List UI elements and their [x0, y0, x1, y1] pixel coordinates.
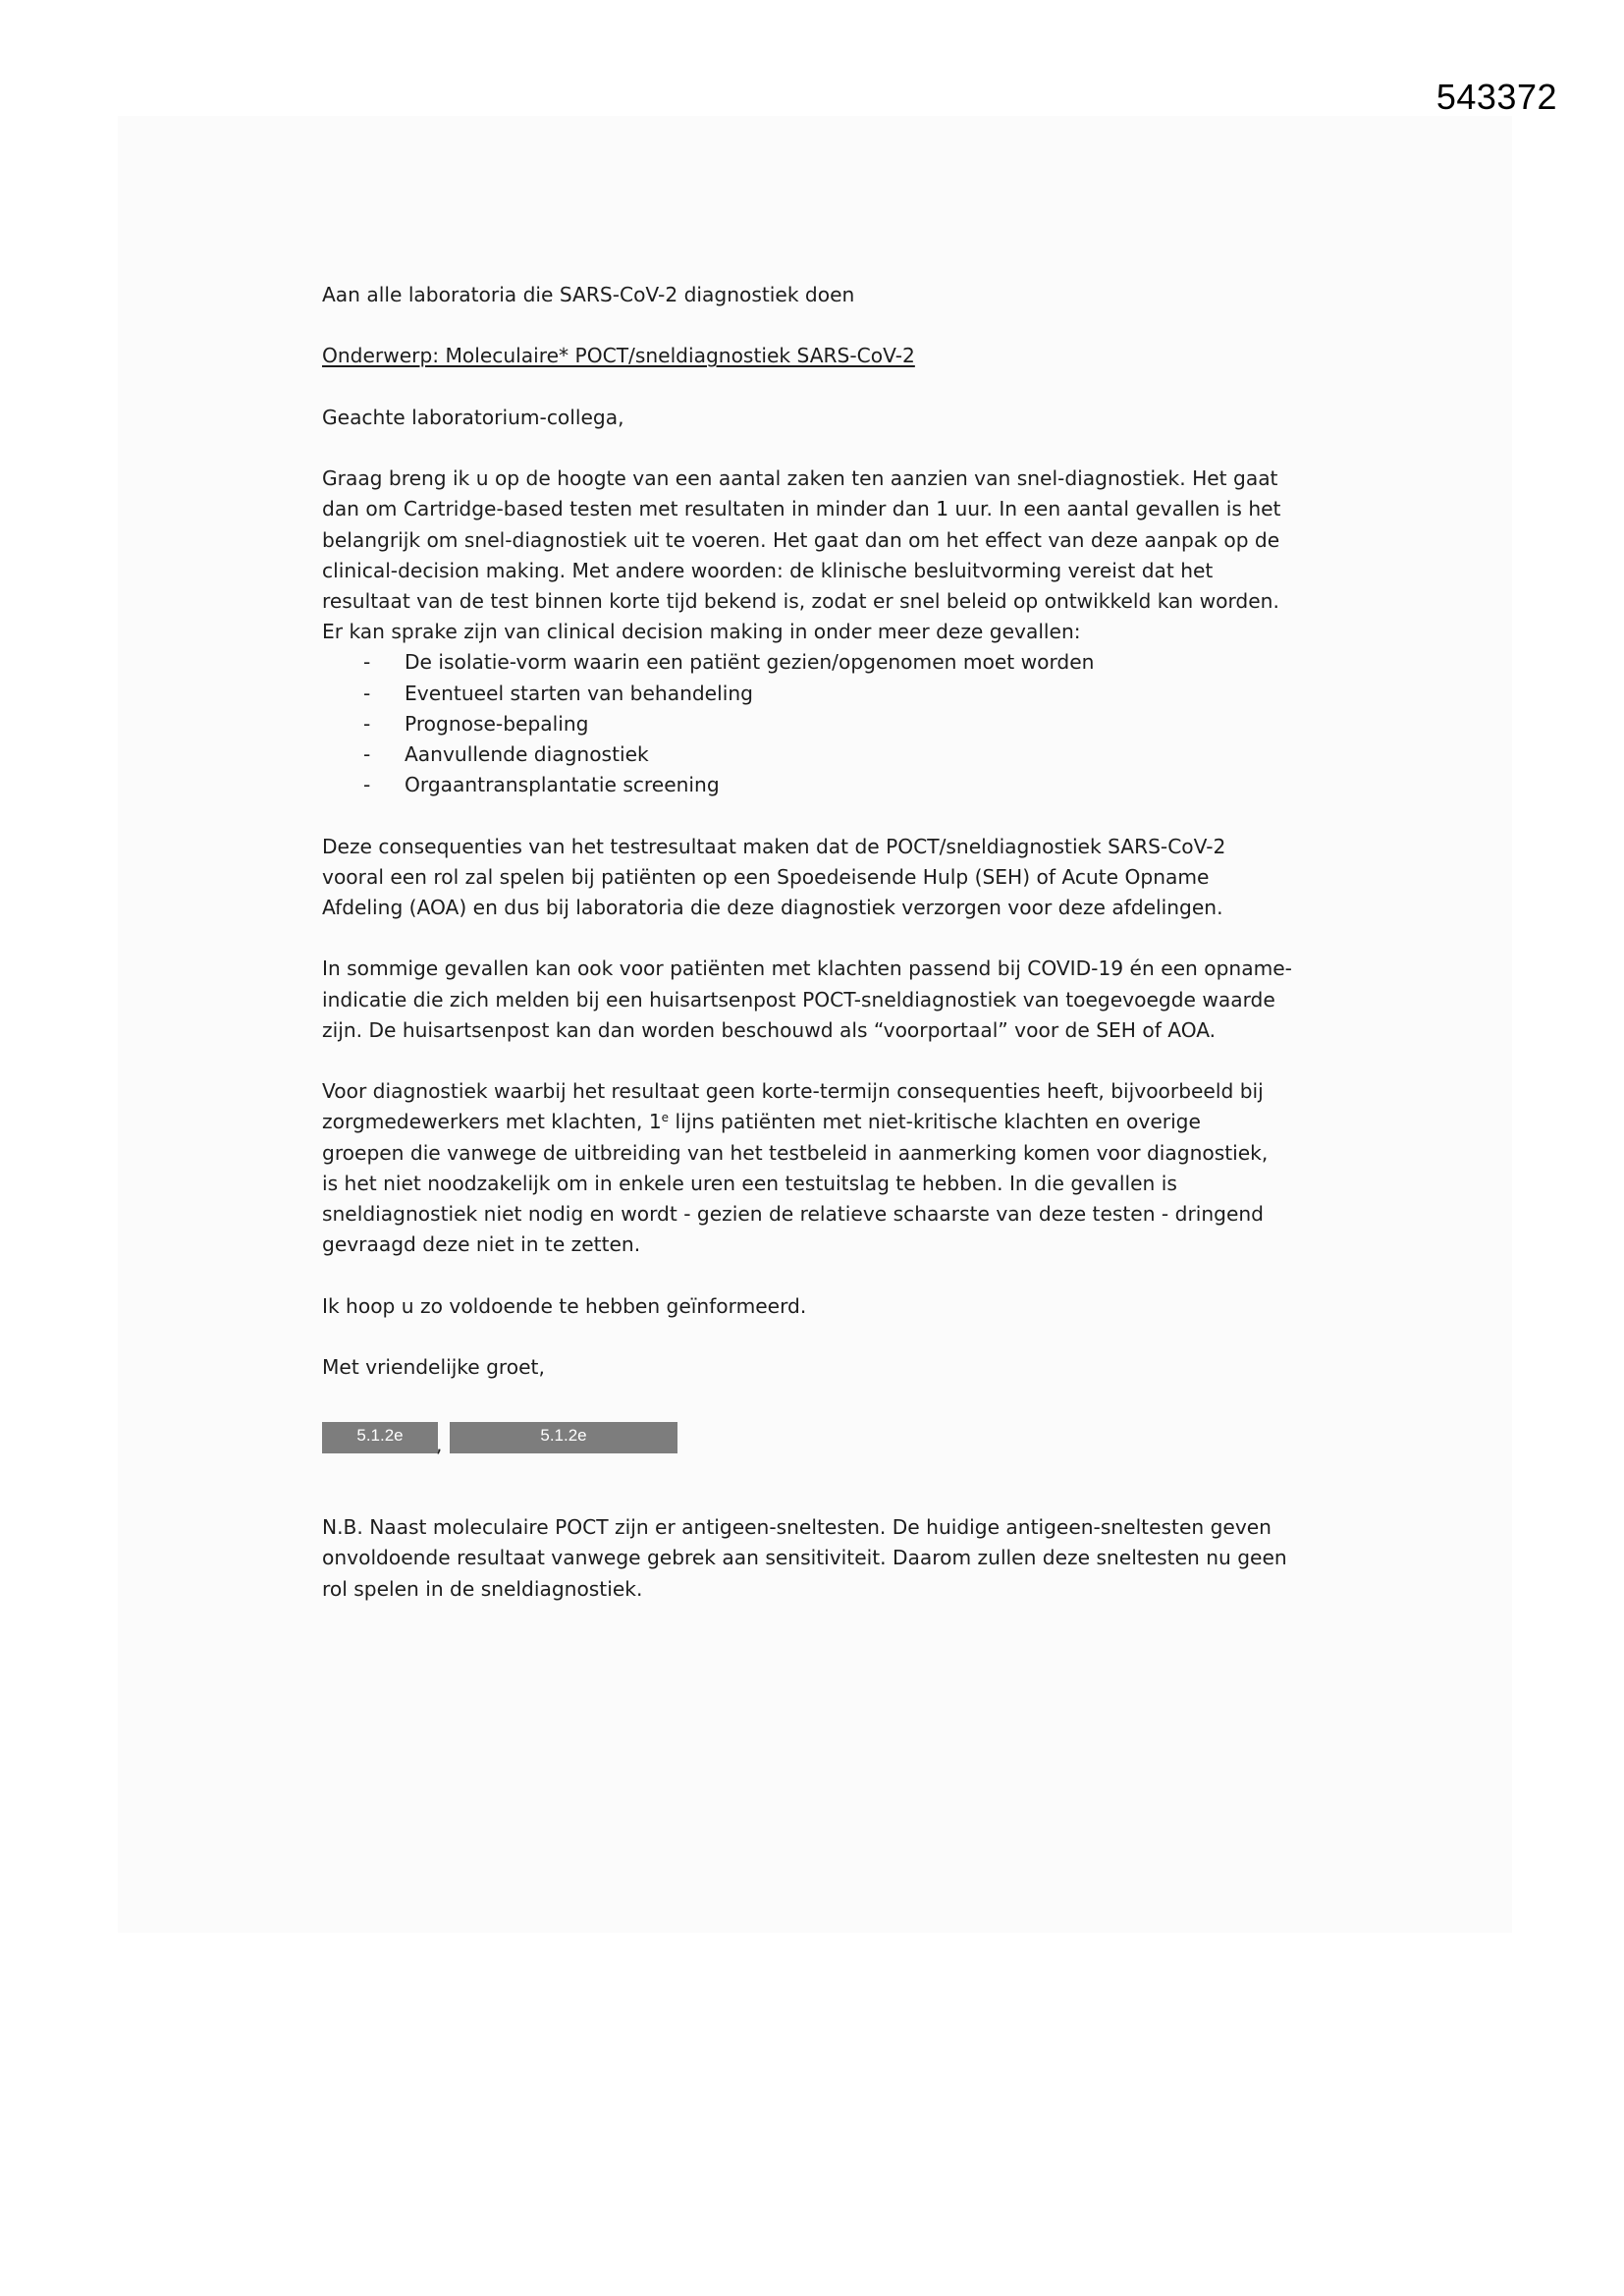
nonurgent-paragraph — [322, 1076, 1324, 1260]
closing-hope: Ik hoop u zo voldoende te hebben geïnformeerd. — [322, 1293, 807, 1318]
list-item-text: Prognose-bepaling — [405, 711, 589, 736]
letter-body — [322, 280, 1324, 1635]
case-list — [322, 647, 1324, 800]
addressee: Aan alle laboratoria die SARS-CoV-2 diagnostiek doen — [322, 283, 855, 306]
list-item — [322, 709, 1324, 739]
text-line: is het niet noodzakelijk om in enkele uren een testuitslag te hebben. In die gevallen is — [322, 1171, 1177, 1195]
text-line: Deze consequenties van het testresultaat maken dat de POCT/sneldiagnostiek SARS-CoV-2 — [322, 834, 1226, 858]
closing-greeting: Met vriendelijke groet, — [322, 1354, 545, 1379]
redaction-box: 5.1.2e — [450, 1422, 677, 1453]
text-line: indicatie die zich melden bij een huisartsenpost POCT-sneldiagnostiek van toegevoegde waarde — [322, 987, 1275, 1011]
text-line: zijn. De huisartsenpost kan dan worden beschouwd als “voorportaal” voor de SEH of AOA. — [322, 1017, 1217, 1042]
subject-line: Onderwerp: Moleculaire* POCT/sneldiagnostiek SARS-CoV-2 — [322, 344, 915, 368]
text-line: sneldiagnostiek niet nodig en wordt - gezien de relatieve schaarste van deze testen - dringend — [322, 1202, 1264, 1226]
text-line — [322, 1107, 1324, 1137]
gp-post-paragraph — [322, 954, 1324, 1046]
list-item — [322, 770, 1324, 800]
list-item-text: Eventueel starten van behandeling — [405, 681, 753, 705]
text-line: gevraagd deze niet in te zetten. — [322, 1232, 641, 1257]
bullet-dash: - — [363, 742, 371, 766]
text-segment: lijns patiënten met niet-kritische klachten en overige — [669, 1110, 1201, 1134]
text-line: In sommige gevallen kan ook voor patiënten met klachten passend bij COVID-19 én een opname- — [322, 957, 1292, 981]
list-item-text: De isolatie-vorm waarin een patiënt gezien/opgenomen moet worden — [405, 650, 1095, 675]
text-line: clinical-decision making. Met andere woorden: de klinische besluitvorming vereist dat het — [322, 558, 1214, 582]
text-line: vooral een rol zal spelen bij patiënten op een Spoedeisende Hulp (SEH) of Acute Opname — [322, 864, 1210, 889]
bullet-dash: - — [363, 773, 371, 797]
superscript: e — [661, 1111, 670, 1125]
bullet-dash: - — [363, 711, 371, 736]
text-segment: zorgmedewerkers met klachten, 1 — [322, 1110, 662, 1134]
spacer — [322, 800, 1324, 831]
nb-paragraph — [322, 1512, 1324, 1605]
document-number: 543372 — [1435, 77, 1557, 117]
list-item — [322, 679, 1324, 709]
text-line: Graag breng ik u op de hoogte van een aantal zaken ten aanzien van snel-diagnostiek. Het gaat — [322, 466, 1278, 491]
text-line: belangrijk om snel-diagnostiek uit te voeren. Het gaat dan om het effect van deze aanpak op de — [322, 527, 1280, 552]
salutation: Geachte laboratorium-collega, — [322, 405, 624, 429]
list-item-text: Orgaantransplantatie screening — [405, 773, 720, 797]
redaction-box: 5.1.2e — [322, 1422, 438, 1453]
text-line: Voor diagnostiek waarbij het resultaat geen korte-termijn consequenties heeft, bijvoorbeeld bij — [322, 1079, 1264, 1104]
text-line: Er kan sprake zijn van clinical decision making in onder meer deze gevallen: — [322, 620, 1081, 644]
text-line: Afdeling (AOA) en dus bij laboratoria die deze diagnostiek verzorgen voor deze afdelingen. — [322, 896, 1223, 919]
bullet-dash: - — [363, 681, 371, 705]
text-line: N.B. Naast moleculaire POCT zijn er antigeen-sneltesten. De huidige antigeen-sneltesten geven — [322, 1515, 1272, 1540]
signature-separator: , — [436, 1433, 443, 1457]
text-line: groepen die vanwege de uitbreiding van het testbeleid in aanmerking komen voor diagnostiek, — [322, 1140, 1269, 1165]
list-item — [322, 739, 1324, 770]
text-line: onvoldoende resultaat vanwege gebrek aan sensitiviteit. Daarom zullen deze sneltesten nu geen — [322, 1546, 1287, 1570]
consequences-paragraph — [322, 832, 1324, 924]
text-line: dan om Cartridge-based testen met resultaten in minder dan 1 uur. In een aantal gevallen is het — [322, 497, 1281, 521]
text-line: resultaat van de test binnen korte tijd bekend is, zodat er snel beleid op ontwikkeld kan worden. — [322, 588, 1279, 613]
list-item — [322, 647, 1324, 678]
text-line: rol spelen in de sneldiagnostiek. — [322, 1576, 643, 1601]
signature-block — [322, 1422, 1324, 1455]
intro-paragraph — [322, 464, 1324, 647]
bullet-dash: - — [363, 650, 371, 675]
list-item-text: Aanvullende diagnostiek — [405, 742, 649, 766]
